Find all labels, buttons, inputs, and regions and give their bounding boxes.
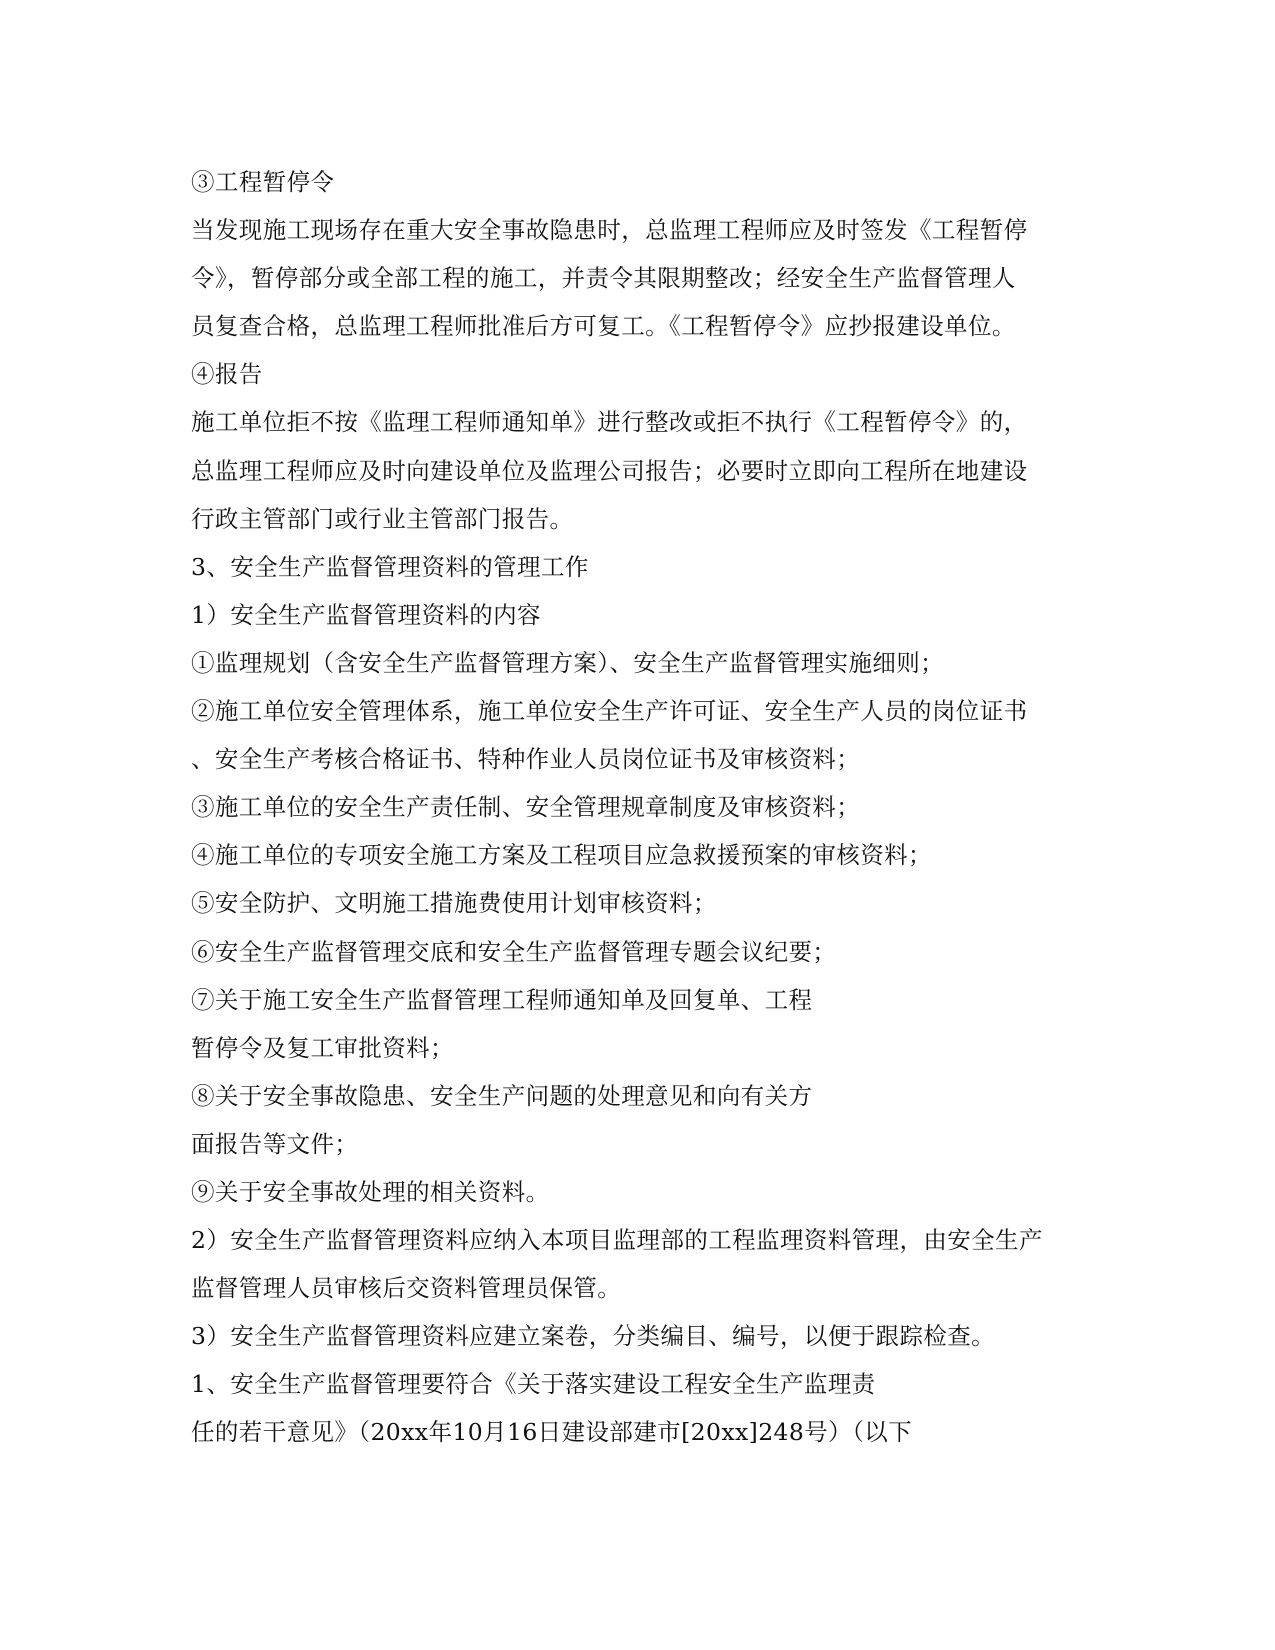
paragraph-line: 令》，暂停部分或全部工程的施工，并责令其限期整改；经安全生产监督管理人 bbox=[191, 264, 1016, 293]
paragraph-line: 2）安全生产监督管理资料应纳入本项目监理部的工程监理资料管理，由安全生产 bbox=[191, 1226, 1043, 1255]
list-item: ⑧关于安全事故隐患、安全生产问题的处理意见和向有关方 bbox=[191, 1081, 813, 1110]
paragraph-line: 总监理工程师应及时向建设单位及监理公司报告；必要时立即向工程所在地建设 bbox=[191, 456, 1028, 485]
paragraph-line: 1、安全生产监督管理要符合《关于落实建设工程安全生产监理责 bbox=[191, 1370, 876, 1399]
list-item: ①监理规划（含安全生产监督管理方案）、安全生产监督管理实施细则； bbox=[191, 648, 945, 677]
paragraph-line: 施工单位拒不按《监理工程师通知单》进行整改或拒不执行《工程暂停令》的， bbox=[191, 408, 1028, 437]
list-item: ⑤安全防护、文明施工措施费使用计划审核资料； bbox=[191, 889, 717, 918]
paragraph-line: 监督管理人员审核后交资料管理员保管。 bbox=[191, 1274, 622, 1303]
list-item-continuation: 暂停令及复工审批资料； bbox=[191, 1033, 454, 1062]
heading-report: ④报告 bbox=[191, 360, 263, 389]
list-item: ③施工单位的安全生产责任制、安全管理规章制度及审核资料； bbox=[191, 793, 861, 822]
paragraph-line: 3）安全生产监督管理资料应建立案卷，分类编目、编号，以便于跟踪检查。 bbox=[191, 1322, 996, 1351]
list-item: ⑦关于施工安全生产监督管理工程师通知单及回复单、工程 bbox=[191, 985, 813, 1014]
list-item-continuation: 、安全生产考核合格证书、特种作业人员岗位证书及审核资料； bbox=[191, 745, 861, 774]
section-heading: 3、安全生产监督管理资料的管理工作 bbox=[191, 552, 589, 581]
list-item: ⑥安全生产监督管理交底和安全生产监督管理专题会议纪要； bbox=[191, 937, 837, 966]
subsection-heading: 1）安全生产监督管理资料的内容 bbox=[191, 600, 541, 629]
paragraph-line: 任的若干意见》（20xx年10月16日建设部建市[20xx]248号）（以下 bbox=[191, 1418, 913, 1447]
list-item-continuation: 面报告等文件； bbox=[191, 1129, 359, 1158]
list-item: ②施工单位安全管理体系，施工单位安全生产许可证、安全生产人员的岗位证书 bbox=[191, 697, 1028, 726]
list-item: ⑨关于安全事故处理的相关资料。 bbox=[191, 1177, 550, 1206]
paragraph-line: 当发现施工现场存在重大安全事故隐患时，总监理工程师应及时签发《工程暂停 bbox=[191, 216, 1028, 245]
document-body bbox=[191, 158, 1091, 1457]
list-item: ④施工单位的专项安全施工方案及工程项目应急救援预案的审核资料； bbox=[191, 841, 932, 870]
heading-work-suspension-order: ③工程暂停令 bbox=[191, 168, 335, 196]
paragraph-line: 员复查合格，总监理工程师批准后方可复工。《工程暂停令》应抄报建设单位。 bbox=[191, 312, 1016, 341]
paragraph-line: 行政主管部门或行业主管部门报告。 bbox=[191, 504, 574, 533]
